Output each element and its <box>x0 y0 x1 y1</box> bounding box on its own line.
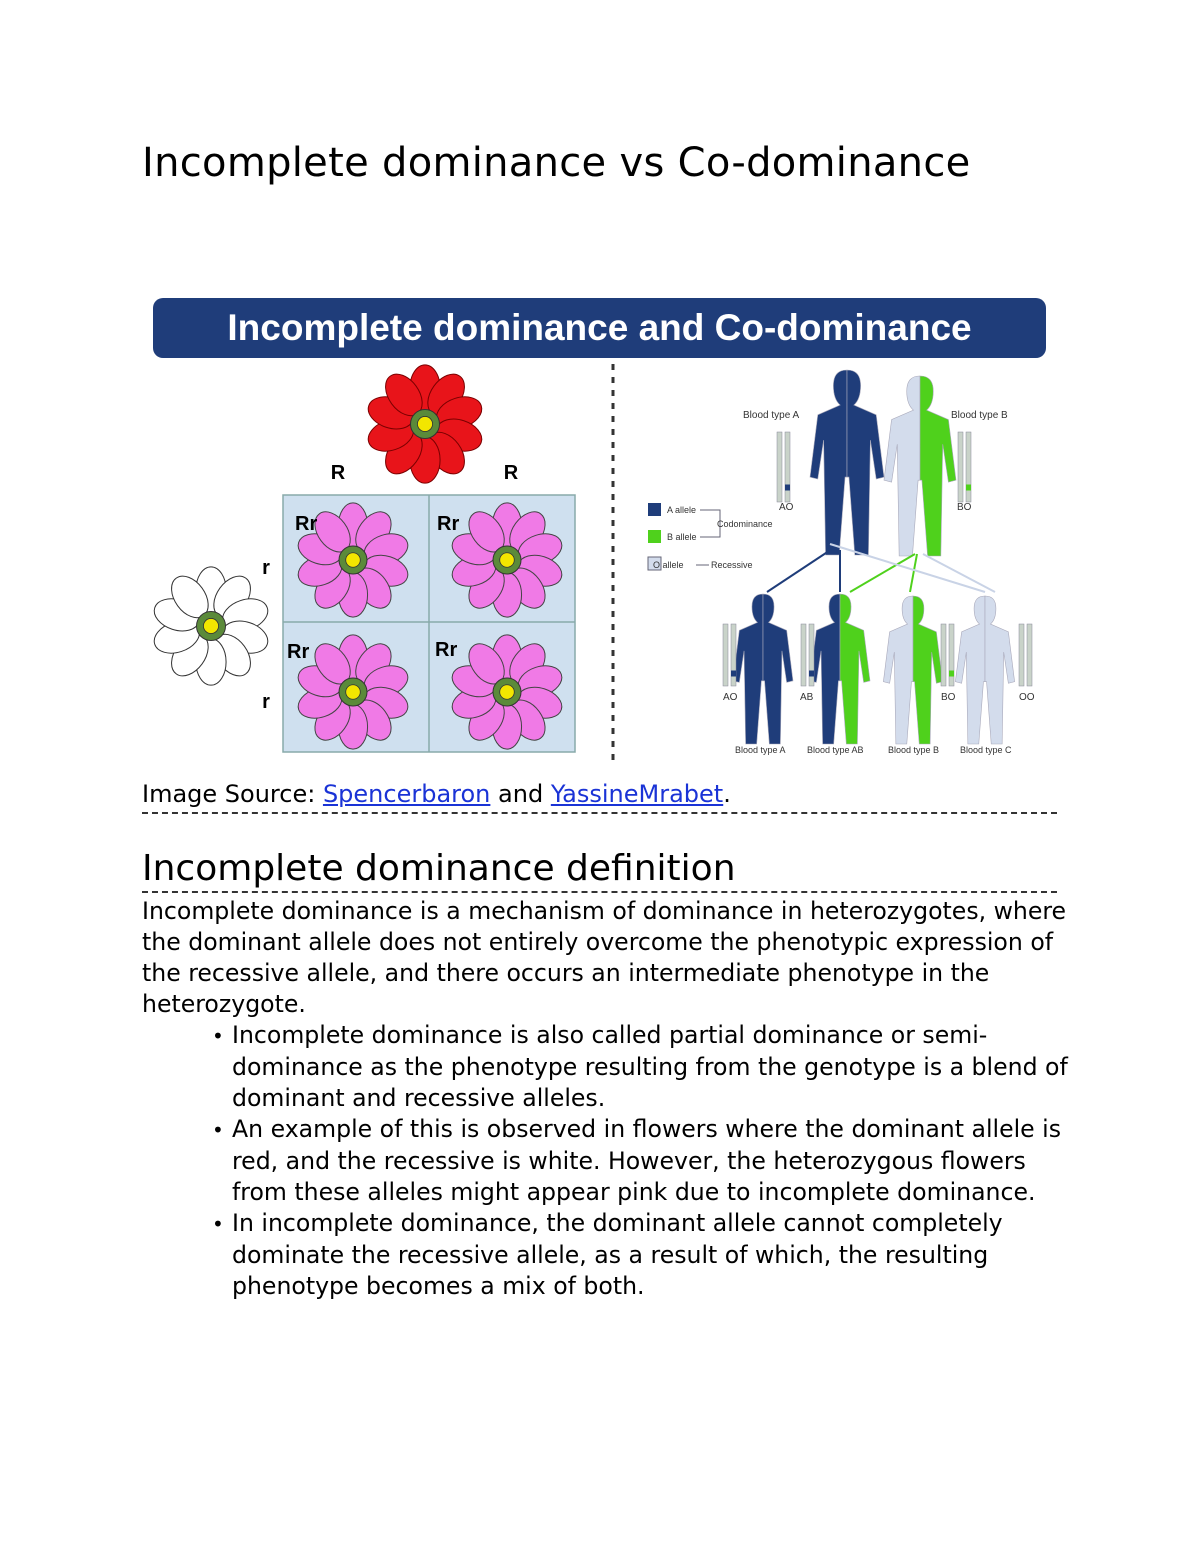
child-b-chromosome <box>941 624 954 686</box>
source-link-yassinemrabet[interactable]: YassineMrabet <box>550 780 724 808</box>
parent-b-label: Blood type B <box>951 410 1008 421</box>
bullet-icon: • <box>212 1118 224 1142</box>
top-allele-1: R <box>330 462 346 484</box>
child-o-chromosome <box>1019 624 1032 686</box>
figure-banner: Incomplete dominance and Co-dominance <box>153 298 1046 358</box>
source-link-spencerbaron[interactable]: Spencerbaron <box>322 780 491 808</box>
bullet-icon: • <box>212 1024 224 1048</box>
inheritance-arrow <box>910 554 917 592</box>
white-flower <box>150 567 272 685</box>
cell-label-4: Rr <box>435 639 458 661</box>
section-intro: Incomplete dominance is a mechanism of dominance in heterozygotes, where the dominant allele does not entirely overcome the phenotypic expression of the recessive allele, and there occurs an intermediate phenotype in the heterozygote. <box>142 897 1067 1018</box>
child-label-2: Blood type AB <box>807 745 864 755</box>
legend-b-label: B allele <box>667 532 697 542</box>
side-allele-2: r <box>262 691 270 713</box>
list-item: • In incomplete dominance, the dominant allele cannot completely dominate the recessive allele, as a result of which, the resulting phenotype becomes a mix of both. <box>212 1209 1003 1300</box>
parent-a-figure <box>810 370 884 555</box>
legend-o-label: O allele <box>653 560 684 570</box>
page-title: Incomplete dominance vs Co-dominance <box>142 140 971 186</box>
list-item: • An example of this is observed in flowers where the dominant allele is red, and the recessive is white. However, the heterozygous flowers from these alleles might appear pink due to incomplete dominance. <box>212 1115 1062 1206</box>
side-allele-1: r <box>262 557 270 579</box>
inheritance-arrow <box>767 547 835 592</box>
child-label-3: Blood type B <box>888 745 940 755</box>
parent-b-chromosome <box>958 432 971 502</box>
child-a-chromosome <box>723 624 736 686</box>
section-heading: Incomplete dominance definition <box>142 848 1057 893</box>
child-label-4: Blood type C <box>960 745 1012 755</box>
child-genotype-3: BO <box>941 692 956 703</box>
legend-codominance: Codominance <box>717 519 773 529</box>
bullet-list <box>142 1020 1082 1302</box>
child-label-1: Blood type A <box>735 745 786 755</box>
legend-recessive: Recessive <box>711 560 753 570</box>
parent-b-genotype: BO <box>957 502 972 513</box>
child-ab-figure <box>810 594 870 744</box>
image-source <box>142 780 1057 814</box>
top-allele-2: R <box>503 462 519 484</box>
figure-illustration <box>145 292 1055 772</box>
cell-label-2: Rr <box>437 513 460 535</box>
parent-a-chromosome <box>777 432 790 502</box>
child-genotype-2: AB <box>800 692 814 703</box>
list-item: • Incomplete dominance is also called partial dominance or semi-dominance as the phenotype resulting from the genotype is a blend of dominant and recessive alleles. <box>212 1021 1068 1112</box>
image-source-prefix: Image Source: <box>142 780 323 808</box>
parent-a-genotype: AO <box>779 502 794 513</box>
legend-a-label: A allele <box>667 505 697 515</box>
legend-a-swatch <box>648 503 661 516</box>
child-ab-chromosome <box>801 624 814 686</box>
section-body <box>142 896 1082 1302</box>
child-b-figure <box>883 596 942 744</box>
bullet-icon: • <box>212 1212 224 1236</box>
child-genotype-1: AO <box>723 692 738 703</box>
legend-b-swatch <box>648 530 661 543</box>
child-a-figure <box>733 594 793 744</box>
parent-a-label: Blood type A <box>743 410 800 421</box>
red-flower <box>364 365 486 483</box>
cell-label-1: Rr <box>295 513 318 535</box>
child-o-figure <box>955 596 1014 744</box>
parent-b-figure <box>884 376 956 556</box>
figure-image <box>145 292 1055 772</box>
image-source-suffix: . <box>723 780 731 808</box>
image-source-and: and <box>490 780 551 808</box>
cell-label-3: Rr <box>287 641 310 663</box>
child-genotype-4: OO <box>1019 692 1035 703</box>
inheritance-arrow <box>923 554 995 592</box>
